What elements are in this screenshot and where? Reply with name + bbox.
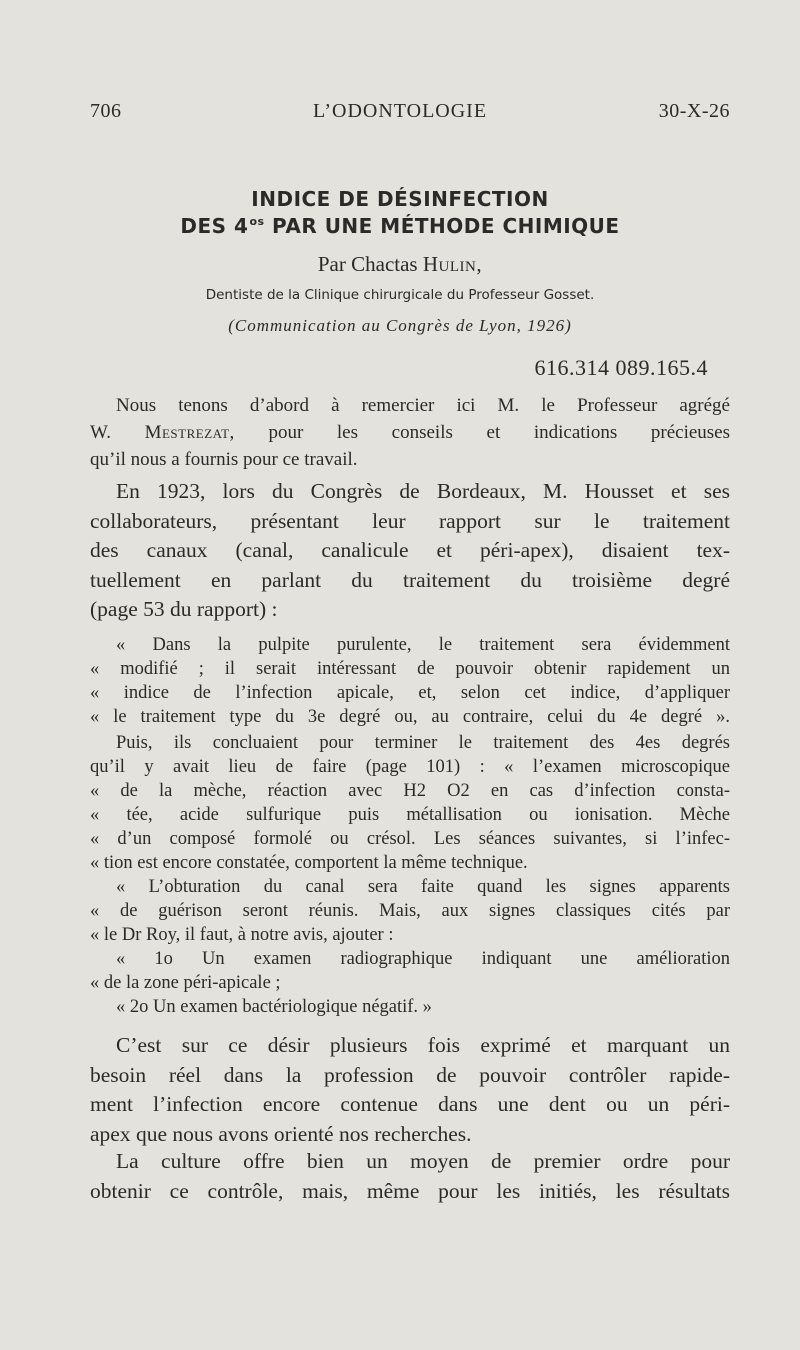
issue-date: 30-X-26 (658, 100, 730, 122)
classification-number: 616.314 089.165.4 (534, 355, 708, 380)
text-line: tuellement en parlant du traitement du troisième degré (90, 567, 730, 592)
paragraph-culture (90, 1147, 730, 1206)
author-byline: Par Chactas Hulin, (317, 252, 483, 276)
page-number: 706 (90, 100, 122, 122)
paragraph-desir (90, 1031, 730, 1149)
article-title-line2: DES $4^{os}$ PAR UNE MÉTHODE CHIMIQUE (180, 214, 620, 238)
quotation-block-2 (90, 731, 730, 1019)
text-line: Puis, ils concluaient pour terminer le traitement des 4es degrés (116, 733, 730, 753)
paragraph-1923 (90, 477, 730, 625)
text-line: obtenir ce contrôle, mais, même pour les initiés, les résultats (90, 1178, 730, 1203)
text-line: « Dans la pulpite purulente, le traitement sera évidemment (116, 635, 730, 655)
article-title-line1: INDICE DE DÉSINFECTION (251, 187, 549, 211)
text-line: « de la mèche, réaction avec H2 O2 en cas d’infection consta- (90, 781, 730, 801)
text-line: « le Dr Roy, il faut, à notre avis, ajouter : (90, 925, 394, 945)
text-line: La culture offre bien un moyen de premier ordre pour (116, 1149, 730, 1173)
author-affiliation: Dentiste de la Clinique chirurgicale du Professeur Gosset. (205, 287, 595, 303)
text-line: En 1923, lors du Congrès de Bordeaux, M. Housset et ses (116, 479, 730, 503)
text-line: Nous tenons d’abord à remercier ici M. le Professeur agrégé (116, 395, 730, 416)
person-name: Mestrezat, (144, 422, 235, 443)
text-line: « tée, acide sulfurique puis métallisation ou ionisation. Mèche (90, 805, 730, 825)
text-line: « de guérison seront réunis. Mais, aux signes classiques cités par (90, 901, 730, 921)
text-line: « de la zone péri-apicale ; (90, 973, 281, 993)
text-line: « indice de l’infection apicale, et, selon cet indice, d’appliquer (90, 683, 730, 703)
text-line: collaborateurs, présentant leur rapport sur le traitement (90, 508, 730, 533)
text-line: des canaux (canal, canalicule et péri-apex), disaient tex- (90, 538, 730, 562)
quotation-block-1 (90, 633, 730, 729)
author-name: Hulin, (422, 252, 483, 276)
text-line: apex que nous avons orienté nos recherches. (90, 1121, 472, 1146)
acknowledgement-paragraph (90, 392, 730, 473)
text-line: ment l’infection encore contenue dans une dent ou un péri- (90, 1092, 730, 1116)
communication-note: (Communication au Congrès de Lyon, 1926) (228, 316, 572, 335)
text-line: « le traitement type du 3e degré ou, au contraire, celui du 4e degré ». (90, 707, 730, 727)
text-line: C’est sur ce désir plusieurs fois exprimé et marquant un (116, 1033, 730, 1057)
text-line: « 1o Un examen radiographique indiquant une amélioration (116, 949, 730, 969)
text-line: besoin réel dans la profession de pouvoir contrôler rapide- (90, 1062, 730, 1087)
text-line: qu’il y avait lieu de faire (page 101) : « l’examen microscopique (90, 757, 730, 777)
text-line: « d’un composé formolé ou crésol. Les séances suivantes, si l’infec- (90, 829, 730, 849)
text-line: W. Mestrezat, pour les conseils et indications précieuses (90, 422, 730, 443)
text-line: « tion est encore constatée, comportent la même technique. (90, 853, 528, 873)
text-line: qu’il nous a fournis pour ce travail. (90, 449, 358, 470)
text-line: « modifié ; il serait intéressant de pouvoir obtenir rapidement un (90, 659, 730, 679)
text-line: « L’obturation du canal sera faite quand les signes apparents (116, 877, 730, 897)
text-line: « 2o Un examen bactériologique négatif. » (116, 997, 432, 1017)
text-line: (page 53 du rapport) : (90, 597, 278, 621)
running-header: L’ODONTOLOGIE (312, 100, 488, 122)
